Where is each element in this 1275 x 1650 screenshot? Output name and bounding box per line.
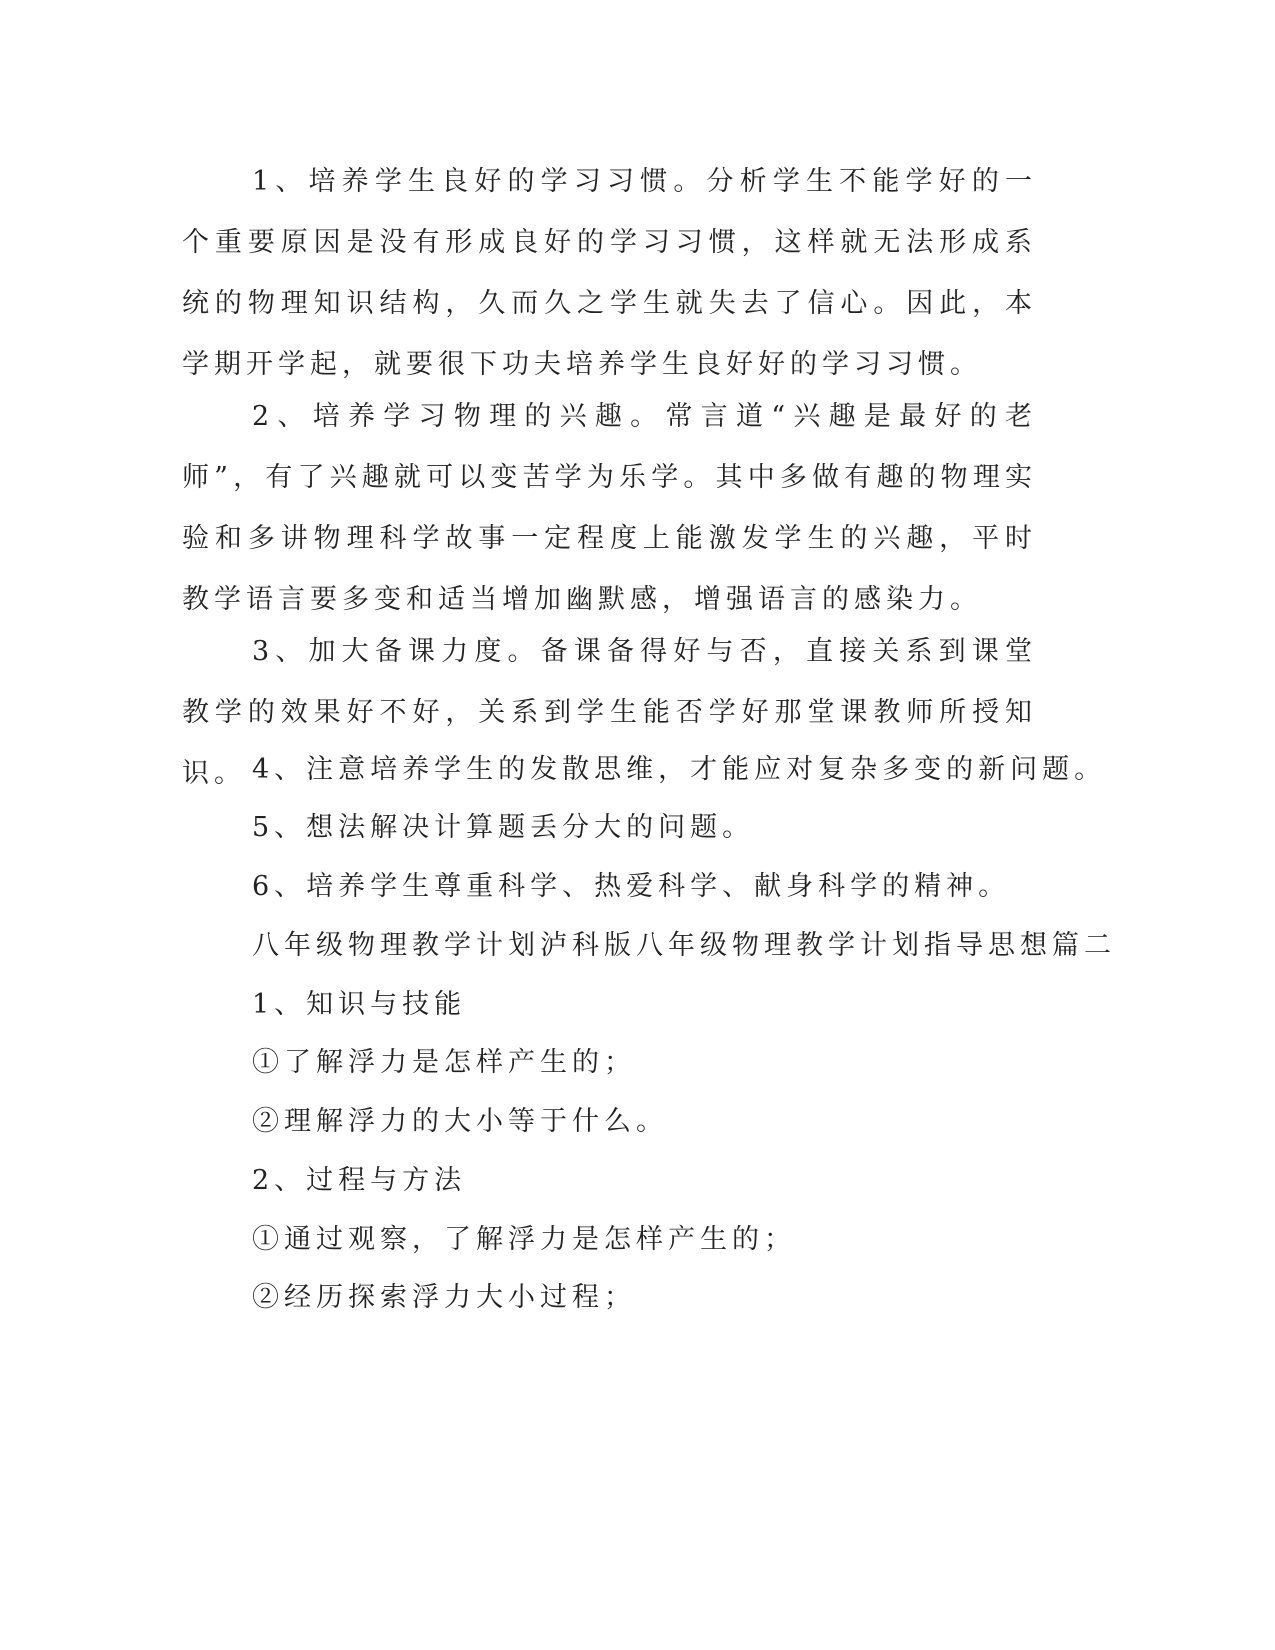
list-item: ①了解浮力是怎样产生的； <box>252 1047 636 1078</box>
list-item: ①通过观察，了解浮力是怎样产生的； <box>252 1224 796 1255</box>
subheading-knowledge-skills: 1、知识与技能 <box>252 989 467 1020</box>
paragraph-lesson-prep: 3、加大备课力度。备课备得好与否，直接关系到课堂教学的效果好不好，关系到学生能否学好那堂课教师所授知识。 <box>182 636 1037 789</box>
item-calculation-problems: 5、想法解决计算题丢分大的问题。 <box>252 812 755 843</box>
section-heading: 八年级物理教学计划泸科版八年级物理教学计划指导思想篇二 <box>252 930 1116 961</box>
paragraph-habits: 1、培养学生良好的学习习惯。分析学生不能学好的一个重要原因是没有形成良好的学习习惯，这样就无法形成系统的物理知识结构，久而久之学生就失去了信心。因此，本学期开学起，就要很下功夫培养学生良好好的学习习惯。 <box>182 166 1037 380</box>
paragraph-interest: 2、培养学习物理的兴趣。常言道“兴趣是最好的老师”，有了兴趣就可以变苦学为乐学。其中多做有趣的物理实验和多讲物理科学故事一定程度上能激发学生的兴趣，平时教学语言要多变和适当增加幽默感，增强语言的感染力。 <box>182 401 1037 615</box>
list-item: ②理解浮力的大小等于什么。 <box>252 1106 668 1137</box>
item-divergent-thinking: 4、注意培养学生的发散思维，才能应对复杂多变的新问题。 <box>252 754 1107 785</box>
list-item: ②经历探索浮力大小过程； <box>252 1282 636 1313</box>
subheading-process-method: 2、过程与方法 <box>252 1165 467 1196</box>
item-respect-science: 6、培养学生尊重科学、热爱科学、献身科学的精神。 <box>252 871 1011 902</box>
